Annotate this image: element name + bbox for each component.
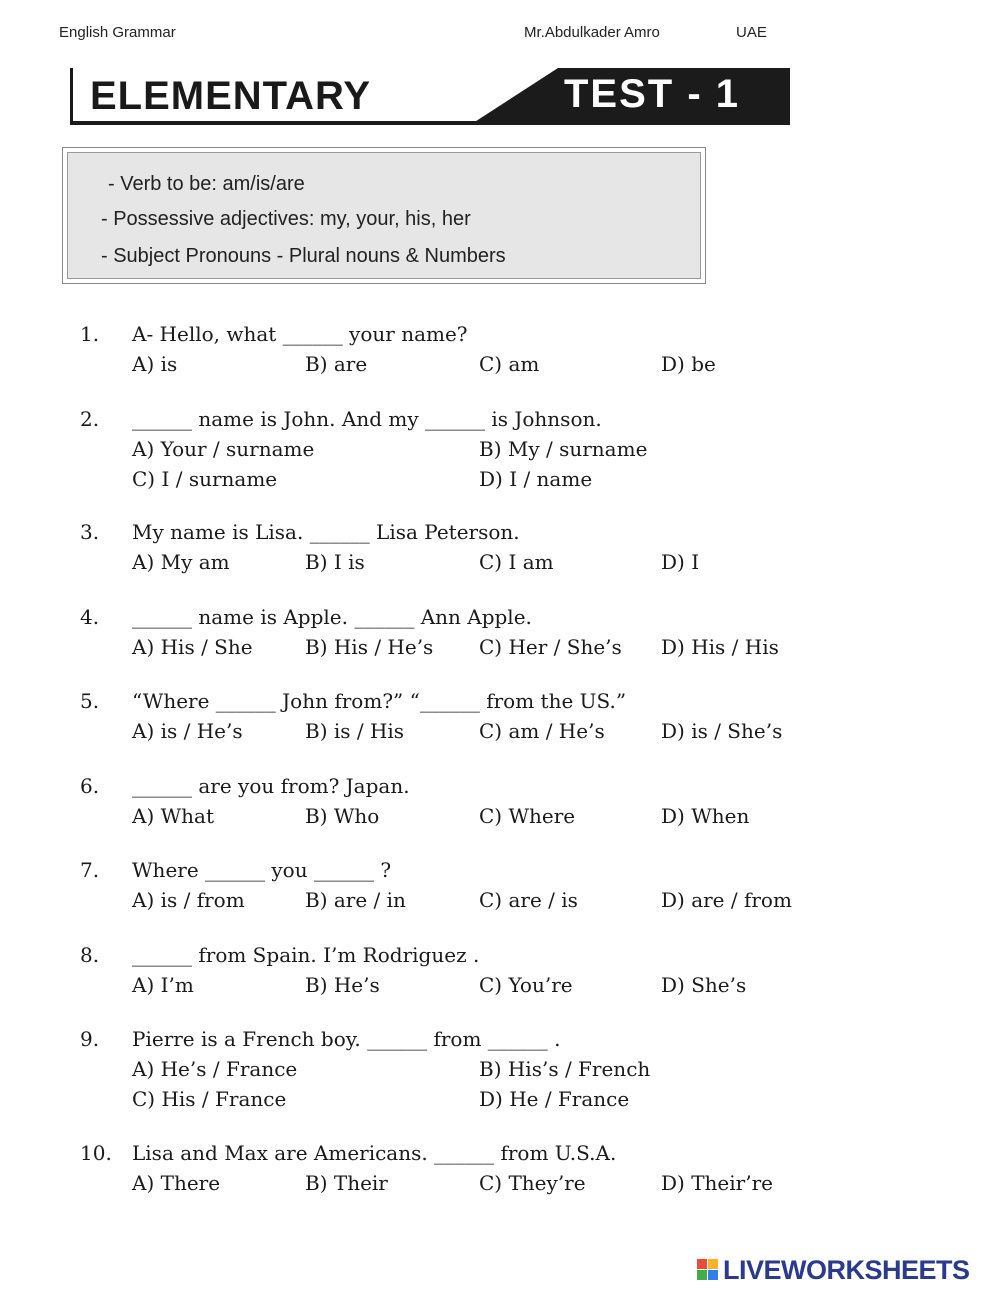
question-number: 3. — [80, 520, 100, 544]
option-a[interactable]: A) His / She — [132, 635, 253, 659]
option-a[interactable]: A) Your / surname — [132, 437, 315, 461]
question-number: 2. — [80, 407, 100, 431]
banner-title-right: TEST - 1 — [564, 72, 741, 116]
banner-left-bar — [70, 68, 73, 125]
header-country: UAE — [736, 24, 767, 41]
option-b[interactable]: B) is / His — [305, 719, 405, 743]
question-number: 6. — [80, 774, 100, 798]
banner-title-left: ELEMENTARY — [90, 74, 372, 118]
option-c[interactable]: C) I am — [479, 550, 554, 574]
topic-item: - Possessive adjectives: my, your, his, her — [101, 208, 471, 230]
option-b[interactable]: B) His’s / French — [479, 1057, 651, 1081]
logo-brand-text: LIVEWORKSHEETS — [723, 1255, 970, 1285]
logo-cube-icon — [697, 1259, 719, 1281]
option-a[interactable]: A) What — [132, 804, 215, 828]
option-b[interactable]: B) Who — [305, 804, 380, 828]
header-subject: English Grammar — [59, 24, 176, 41]
question-text: My name is Lisa. ______ Lisa Peterson. — [132, 520, 520, 544]
question-number: 10. — [80, 1141, 112, 1165]
option-a[interactable]: A) He’s / France — [132, 1057, 298, 1081]
topics-box-inner — [67, 152, 701, 279]
question-number: 7. — [80, 858, 100, 882]
option-c[interactable]: C) am / He’s — [479, 719, 605, 743]
question-text: ______ are you from? Japan. — [132, 774, 410, 798]
question-number: 9. — [80, 1027, 100, 1051]
option-d[interactable]: D) be — [661, 352, 716, 376]
option-d[interactable]: D) Their’re — [661, 1171, 773, 1195]
option-a[interactable]: A) There — [132, 1171, 221, 1195]
option-a[interactable]: A) I’m — [132, 973, 194, 997]
option-a[interactable]: A) is / He’s — [132, 719, 243, 743]
title-banner — [70, 68, 790, 128]
option-a[interactable]: A) My am — [132, 550, 230, 574]
option-c[interactable]: C) His / France — [132, 1087, 287, 1111]
option-c[interactable]: C) You’re — [479, 973, 573, 997]
option-b[interactable]: B) He’s — [305, 973, 380, 997]
option-c[interactable]: C) Where — [479, 804, 576, 828]
question-text: ______ name is Apple. ______ Ann Apple. — [132, 605, 532, 629]
option-b[interactable]: B) His / He’s — [305, 635, 434, 659]
question-text: Pierre is a French boy. ______ from ______ . — [132, 1027, 561, 1051]
option-c[interactable]: C) I / surname — [132, 467, 278, 491]
option-a[interactable]: A) is / from — [132, 888, 245, 912]
question-text: Lisa and Max are Americans. ______ from U.S.A. — [132, 1141, 617, 1165]
question-text: ______ from Spain. I’m Rodriguez . — [132, 943, 480, 967]
option-d[interactable]: D) is / She’s — [661, 719, 783, 743]
option-c[interactable]: C) They’re — [479, 1171, 586, 1195]
option-b[interactable]: B) I is — [305, 550, 365, 574]
option-b[interactable]: B) are — [305, 352, 368, 376]
option-d[interactable]: D) I — [661, 550, 700, 574]
option-d[interactable]: D) He / France — [479, 1087, 630, 1111]
option-b[interactable]: B) My / surname — [479, 437, 648, 461]
option-b[interactable]: B) are / in — [305, 888, 406, 912]
question-text: A- Hello, what ______ your name? — [132, 322, 468, 346]
question-number: 1. — [80, 322, 100, 346]
option-c[interactable]: C) am — [479, 352, 540, 376]
topic-item: - Subject Pronouns - Plural nouns & Numbers — [101, 245, 506, 267]
option-b[interactable]: B) Their — [305, 1171, 388, 1195]
option-d[interactable]: D) She’s — [661, 973, 747, 997]
option-c[interactable]: C) are / is — [479, 888, 578, 912]
option-d[interactable]: D) are / from — [661, 888, 792, 912]
question-number: 4. — [80, 605, 100, 629]
question-number: 8. — [80, 943, 100, 967]
question-text: “Where ______ John from?” “______ from the US.” — [132, 689, 627, 713]
option-d[interactable]: D) I / name — [479, 467, 593, 491]
topic-item: - Verb to be: am/is/are — [108, 173, 305, 195]
option-d[interactable]: D) When — [661, 804, 750, 828]
header-author: Mr.Abdulkader Amro — [524, 24, 660, 41]
option-d[interactable]: D) His / His — [661, 635, 779, 659]
question-text: ______ name is John. And my ______ is Johnson. — [132, 407, 602, 431]
question-number: 5. — [80, 689, 100, 713]
option-a[interactable]: A) is — [132, 352, 178, 376]
topics-box — [62, 147, 706, 284]
option-c[interactable]: C) Her / She’s — [479, 635, 622, 659]
question-text: Where ______ you ______ ? — [132, 858, 392, 882]
